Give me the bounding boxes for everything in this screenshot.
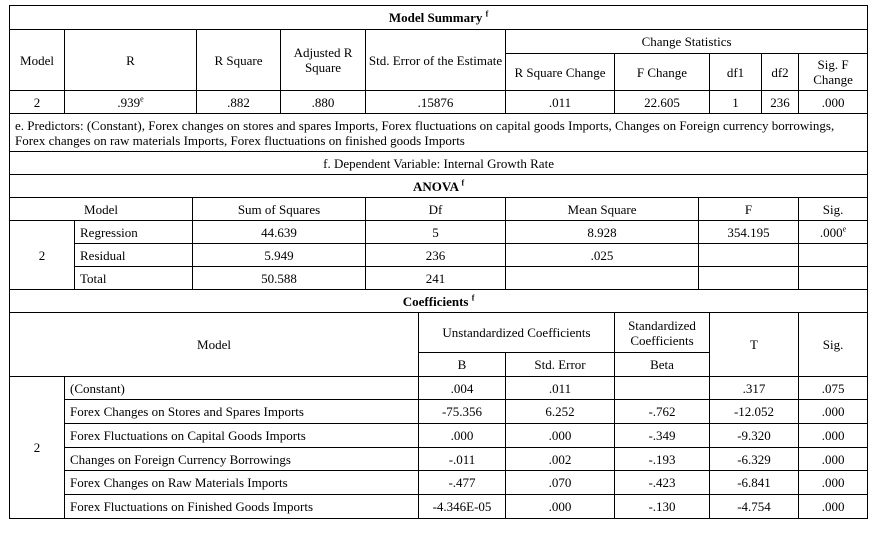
table-row <box>10 221 868 244</box>
coef-cell-sig: .000 <box>799 400 868 424</box>
coef-cell-b: -75.356 <box>419 400 506 424</box>
ms-cell-model: 2 <box>10 91 65 114</box>
ms-header-change-statistics: Change Statistics <box>506 30 868 54</box>
ms-header-r: R <box>65 30 197 91</box>
anova-cell-df: 5 <box>366 221 506 244</box>
coef-header-sig: Sig. <box>799 313 868 377</box>
ms-header-r-square: R Square <box>197 30 281 91</box>
coef-row-label: (Constant) <box>65 377 419 400</box>
coef-cell-b: -4.346E-05 <box>419 495 506 519</box>
ms-cell-f-change: 22.605 <box>615 91 710 114</box>
ms-header-df2: df2 <box>762 54 799 91</box>
ms-header-adj-r-square: Adjusted R Square <box>281 30 366 91</box>
coef-header-unstandardized: Unstandardized Coefficients <box>419 313 615 353</box>
coef-cell-t: -9.320 <box>710 424 799 448</box>
coefficients-title: Coefficients $^f$ <box>10 290 868 313</box>
coef-cell-t: -6.841 <box>710 471 799 495</box>
coef-cell-b: .004 <box>419 377 506 400</box>
coef-row-label: Forex Fluctuations on Finished Goods Imports <box>65 495 419 519</box>
ms-cell-df1: 1 <box>710 91 762 114</box>
coef-cell-b: -.477 <box>419 471 506 495</box>
regression-output <box>9 5 867 519</box>
anova-cell-ss: 44.639 <box>193 221 366 244</box>
coef-cell-std-error: .011 <box>506 377 615 400</box>
anova-header-sig: Sig. <box>799 198 868 221</box>
table-row <box>10 424 868 448</box>
table-row <box>10 471 868 495</box>
coef-header-std-error: Std. Error <box>506 353 615 377</box>
anova-cell-ss: 50.588 <box>193 267 366 290</box>
coef-cell-beta: -.762 <box>615 400 710 424</box>
anova-header-model: Model <box>10 198 193 221</box>
anova-header-sum-of-squares: Sum of Squares <box>193 198 366 221</box>
coef-cell-sig: .000 <box>799 495 868 519</box>
anova-cell-ms <box>506 267 699 290</box>
ms-header-std-error: Std. Error of the Estimate <box>366 30 506 91</box>
anova-header-df: Df <box>366 198 506 221</box>
anova-header-f: F <box>699 198 799 221</box>
coef-cell-std-error: .070 <box>506 471 615 495</box>
model-summary-title: Model Summary $^f$ <box>10 6 868 30</box>
ms-cell-adj-r-square: .880 <box>281 91 366 114</box>
coef-cell-std-error: .000 <box>506 495 615 519</box>
anova-cell-f <box>699 267 799 290</box>
ms-note-predictors: e. Predictors: (Constant), Forex changes on stores and spares Imports, Forex fluctuations on capital goods Imports, Changes on Foreign currency borrowings, Forex changes on raw materials Imports, Forex fluctuations on finished goods Imports <box>10 114 868 152</box>
coef-row-label: Forex Changes on Raw Materials Imports <box>65 471 419 495</box>
coef-cell-sig: .075 <box>799 377 868 400</box>
coef-cell-beta: -.193 <box>615 448 710 471</box>
coef-model-number: 2 <box>10 377 65 519</box>
anova-cell-f <box>699 244 799 267</box>
anova-cell-df: 241 <box>366 267 506 290</box>
table-row <box>10 244 868 267</box>
table-row <box>10 400 868 424</box>
coef-cell-t: .317 <box>710 377 799 400</box>
anova-cell-sig: .000e <box>799 221 868 244</box>
coef-cell-t: -12.052 <box>710 400 799 424</box>
anova-row-label: Regression <box>75 221 193 244</box>
ms-cell-df2: 236 <box>762 91 799 114</box>
coef-cell-sig: .000 <box>799 424 868 448</box>
coef-header-t: T <box>710 313 799 377</box>
anova-cell-df: 236 <box>366 244 506 267</box>
coef-cell-b: -.011 <box>419 448 506 471</box>
coef-cell-std-error: .000 <box>506 424 615 448</box>
ms-header-r-square-change: R Square Change <box>506 54 615 91</box>
ms-cell-sig-f-change: .000 <box>799 91 868 114</box>
coef-cell-sig: .000 <box>799 448 868 471</box>
coef-header-b: B <box>419 353 506 377</box>
anova-title: ANOVA $^f$ <box>10 175 868 198</box>
ms-note-dependent: f. Dependent Variable: Internal Growth Rate <box>10 152 868 175</box>
coef-cell-b: .000 <box>419 424 506 448</box>
coef-cell-beta <box>615 377 710 400</box>
coef-row-label: Forex Changes on Stores and Spares Imports <box>65 400 419 424</box>
anova-row-label: Residual <box>75 244 193 267</box>
ms-header-f-change: F Change <box>615 54 710 91</box>
coef-cell-t: -6.329 <box>710 448 799 471</box>
anova-cell-ms: .025 <box>506 244 699 267</box>
coef-cell-beta: -.423 <box>615 471 710 495</box>
coef-header-standardized: Standardized Coefficients <box>615 313 710 353</box>
ms-cell-r: .939e <box>65 91 197 114</box>
ms-cell-r-square-change: .011 <box>506 91 615 114</box>
ms-cell-std-error: .15876 <box>366 91 506 114</box>
table-row <box>10 267 868 290</box>
anova-header-mean-square: Mean Square <box>506 198 699 221</box>
coef-row-label: Changes on Foreign Currency Borrowings <box>65 448 419 471</box>
coef-cell-beta: -.349 <box>615 424 710 448</box>
coef-cell-t: -4.754 <box>710 495 799 519</box>
coef-cell-std-error: 6.252 <box>506 400 615 424</box>
coef-header-model: Model <box>10 313 419 377</box>
anova-row-label: Total <box>75 267 193 290</box>
coef-header-beta: Beta <box>615 353 710 377</box>
coef-row-label: Forex Fluctuations on Capital Goods Imports <box>65 424 419 448</box>
coef-cell-sig: .000 <box>799 471 868 495</box>
anova-cell-ms: 8.928 <box>506 221 699 244</box>
anova-cell-sig <box>799 244 868 267</box>
stats-table <box>9 5 868 519</box>
ms-cell-r-square: .882 <box>197 91 281 114</box>
ms-header-model: Model <box>10 30 65 91</box>
coef-cell-beta: -.130 <box>615 495 710 519</box>
table-row <box>10 495 868 519</box>
coef-cell-std-error: .002 <box>506 448 615 471</box>
table-row <box>10 448 868 471</box>
ms-header-sig-f-change: Sig. F Change <box>799 54 868 91</box>
anova-model-number: 2 <box>10 221 75 290</box>
ms-header-df1: df1 <box>710 54 762 91</box>
anova-cell-sig <box>799 267 868 290</box>
anova-cell-f: 354.195 <box>699 221 799 244</box>
anova-cell-ss: 5.949 <box>193 244 366 267</box>
table-row <box>10 377 868 400</box>
